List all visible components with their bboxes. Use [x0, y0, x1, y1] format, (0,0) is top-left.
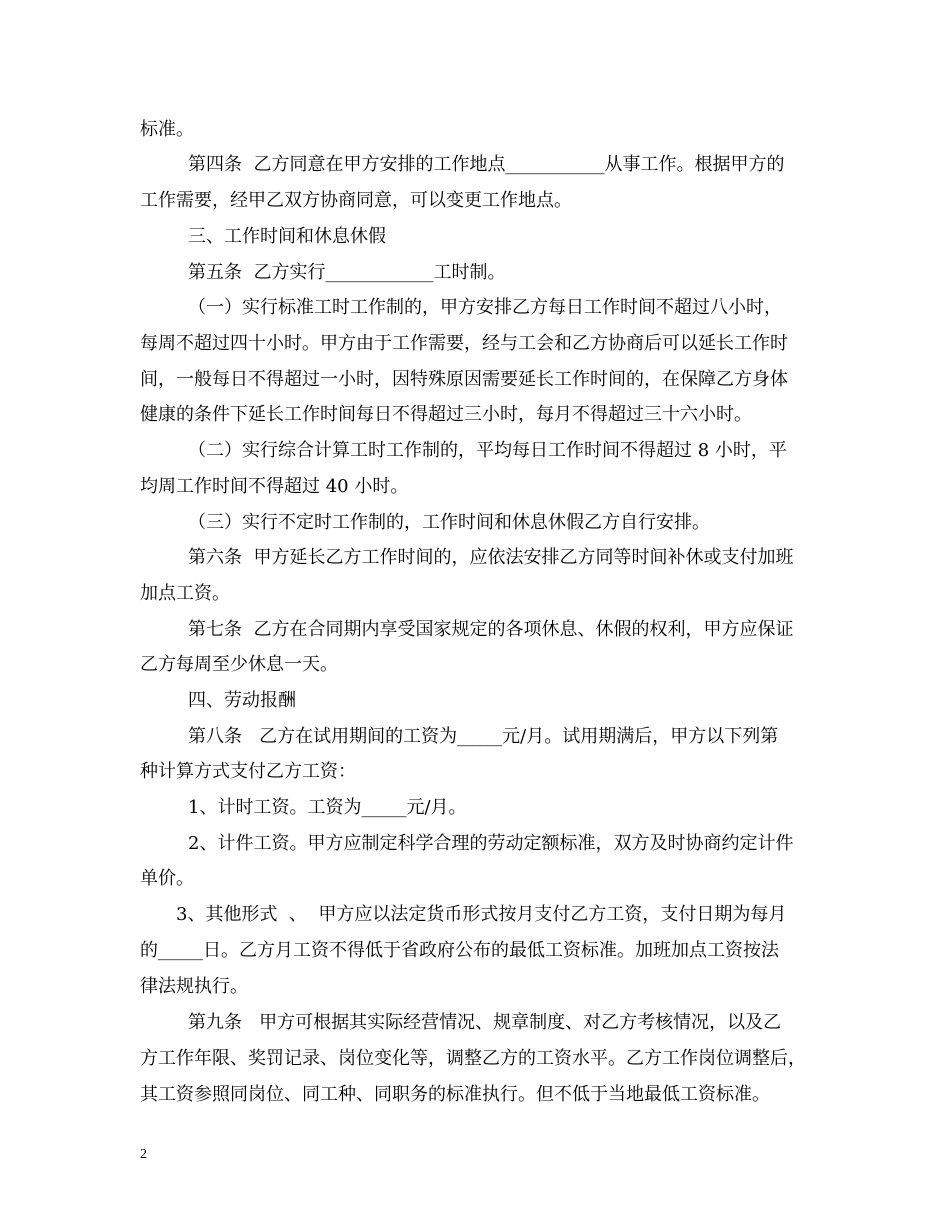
text-line: 3、其他形式 、 甲方应以法定货币形式按月支付乙方工资，支付日期为每月	[176, 904, 787, 925]
text-line: 其工资参照同岗位、同工种、同职务的标准执行。但不低于当地最低工资标准。	[140, 1084, 770, 1105]
text-line: 律法规执行。	[140, 976, 248, 997]
text-line: 第四条 乙方同意在甲方安排的工作地点___________从事工作。根据甲方的	[188, 154, 785, 175]
text-line: 单价。	[140, 868, 194, 889]
text-line: 第六条 甲方延长乙方工作时间的，应依法安排乙方同等时间补休或支付加班	[188, 547, 794, 568]
text-line: 2、计件工资。甲方应制定科学合理的劳动定额标准，双方及时协商约定计件	[188, 833, 794, 854]
text-line: 工作需要，经甲乙双方协商同意，可以变更工作地点。	[140, 190, 572, 211]
text-line: （三）实行不定时工作制的，工作时间和休息休假乙方自行安排。	[188, 512, 710, 533]
text-line: 健康的条件下延长工作时间每日不得超过三小时，每月不得超过三十六小时。	[140, 404, 752, 425]
text-line: 第七条 乙方在合同期内享受国家规定的各项休息、休假的权利，甲方应保证	[188, 619, 794, 640]
text-line: 种计算方式支付乙方工资：	[140, 761, 356, 782]
text-line: 加点工资。	[140, 583, 230, 604]
text-line: （一）实行标准工时工作制的，甲方安排乙方每日工作时间不超过八小时，	[188, 297, 782, 318]
section-heading: 三、工作时间和休息休假	[188, 226, 386, 247]
text-line: 均周工作时间不得超过 40 小时。	[140, 476, 409, 497]
text-line: 每周不超过四十小时。甲方由于工作需要，经与工会和乙方协商后可以延长工作时	[140, 333, 788, 354]
text-line: 第五条 乙方实行____________工时制。	[188, 262, 506, 283]
text-line: 乙方每周至少休息一天。	[140, 654, 338, 675]
text-line: （二）实行综合计算工时工作制的，平均每日工作时间不得超过 8 小时，平	[188, 440, 787, 461]
text-line: 间，一般每日不得超过一小时，因特殊原因需要延长工作时间的，在保障乙方身体	[140, 369, 788, 390]
text-line: 第九条 甲方可根据其实际经营情况、规章制度、对乙方考核情况，以及乙	[188, 1012, 782, 1033]
text-line: 第八条 乙方在试用期间的工资为_____元/月。试用期满后，甲方以下列第	[188, 726, 779, 747]
section-heading: 四、劳动报酬	[188, 690, 296, 711]
text-line: 1、计时工资。工资为_____元/月。	[188, 797, 467, 818]
text-line: 的_____日。乙方月工资不得低于省政府公布的最低工资标准。加班加点工资按法	[140, 940, 779, 961]
text-line: 标准。	[140, 119, 194, 140]
page-number: 2	[140, 1147, 147, 1162]
text-line: 方工作年限、奖罚记录、岗位变化等，调整乙方的工资水平。乙方工作岗位调整后，	[140, 1048, 806, 1069]
